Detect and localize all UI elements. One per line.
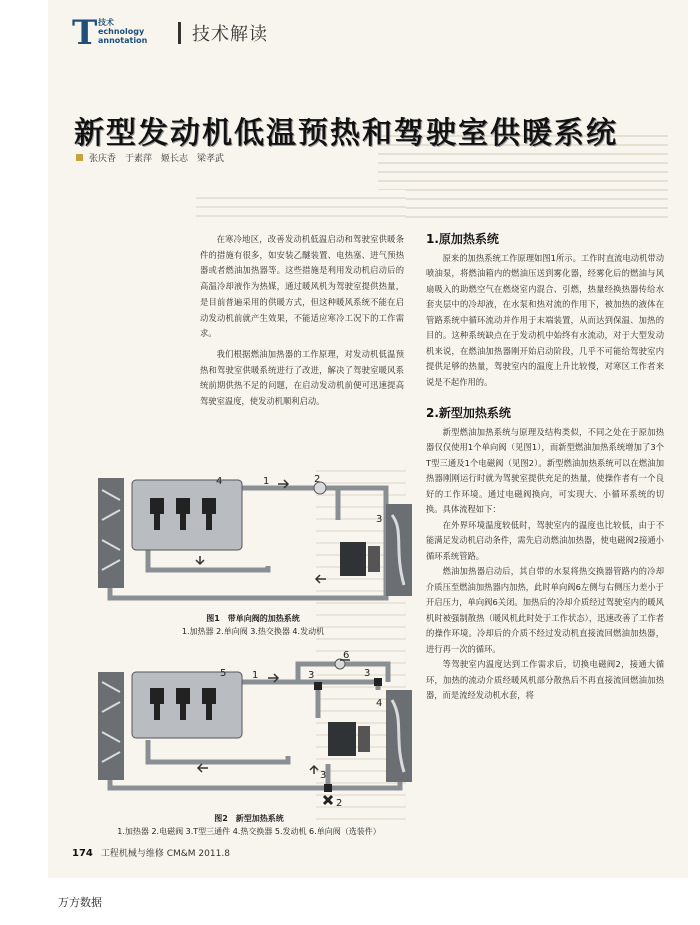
figure-1-diagram [88, 470, 418, 605]
article-authors [76, 151, 224, 164]
tee-fitting-icon [314, 682, 322, 690]
section2-paragraph: 等驾驶室内温度达到工作需求后，切换电磁阀2，接通大循环，加热的流动介质经暖风机部分散热后不再直接流回燃油加热器，而是流经发动机水套，将 [426, 659, 664, 700]
solenoid-valve-icon [324, 796, 332, 804]
page-number: 174 [72, 848, 93, 859]
magazine-page [48, 0, 688, 878]
tee-fitting-icon [324, 784, 332, 792]
bullet-square [76, 154, 83, 161]
figure-1-caption [138, 612, 368, 638]
engine-cylinders [150, 498, 216, 530]
logo-letter: T [72, 13, 98, 53]
figure-label: 3 [308, 670, 315, 681]
figure-2-title: 图2 新型加热系统 [214, 814, 284, 823]
section-title: 技术解读 [192, 24, 268, 45]
figure-label: 4 [376, 698, 383, 709]
section2-heading: 2.新型加热系统 [426, 406, 511, 420]
figure-label: 5 [220, 668, 227, 679]
watermark-text: 万方数据 [58, 896, 102, 909]
heater-icon [340, 542, 366, 576]
figure-label: 2 [336, 798, 343, 809]
page-footer [72, 846, 230, 859]
logo-line: echnology [98, 27, 145, 36]
section2-paragraph: 新型燃油加热系统与原理及结构类似，不同之处在于原加热器仅仅使用1个单向阀（见图1），而新型燃油加热系统增加了3个T型三通及1个电磁阀（见图2）。新型燃油加热系统可以在燃油加热器刚刚运行时就为驾驶室提供充足的热量，使操作者有一个良好的工作环境。通过电磁阀换向，可实现大、小循环系统的切换。具体流程如下： [426, 426, 664, 514]
intro-column [200, 232, 404, 415]
section-header [72, 14, 672, 54]
journal-info: 工程机械与维修 CM&M 2011.8 [100, 849, 230, 859]
header-divider [178, 22, 181, 44]
figure-label: 6 [343, 650, 350, 661]
figure-2-diagram [88, 650, 418, 810]
figure-label: 1 [263, 476, 270, 487]
logo-line: annotation [98, 36, 148, 45]
engine-icon [132, 672, 242, 738]
intro-paragraph: 在寒冷地区，改善发动机低温启动和驾驶室供暖条件的措施有很多，如安装乙醚装置、电热塞、进气预热器或者燃油加热器等。这些措施是利用发动机启动后的高温冷却液作为热媒，通过暖风机为驾驶室提供热量，是目前普遍采用的供暖方式，但这种暖风系统不能在启动发动机前就产生效果，不能适应寒冷工况下的工作需求。 [200, 234, 404, 339]
heater-icon [328, 722, 356, 756]
section2-paragraph: 在外界环境温度较低时，驾驶室内的温度也比较低，由于不能满足发动机启动条件，需先启动燃油加热器，使电磁阀2接通小循环系统管路。 [426, 519, 664, 561]
radiator-icon [98, 672, 124, 780]
figure-label: 3 [364, 668, 371, 679]
logo-line: 技术 [98, 18, 114, 27]
figure-2-caption [94, 812, 404, 838]
figure-label: 3 [376, 514, 383, 525]
right-column [426, 232, 664, 704]
bleed-through-texture [196, 190, 406, 220]
figure-2-legend: 1.加热器 2.电磁阀 3.T型三通件 4.热交换器 5.发动机 6.单向阀（选装件） [117, 827, 381, 836]
figure-1-title: 图1 带单向阀的加热系统 [206, 614, 300, 623]
section1-heading: 1.原加热系统 [426, 232, 499, 246]
tee-fitting-icon [374, 678, 382, 686]
figure-label: 4 [216, 476, 223, 487]
figure-label: 3 [320, 770, 327, 781]
authors-text: 张庆香 于素萍 姬长志 梁孝武 [89, 154, 225, 164]
engine-cylinders [150, 688, 216, 720]
logo-wordmark [98, 18, 147, 45]
intro-paragraph: 我们根据燃油加热器的工作原理，对发动机低温预热和驾驶室供暖系统进行了改进，解决了驾驶室暖风系统前期供热不足的问题，在启动发动机前便可迅速提高驾驶室温度，使发动机顺利启动。 [200, 348, 404, 407]
engine-icon [132, 480, 242, 550]
figure-label: 1 [252, 670, 259, 681]
figure-1-legend: 1.加热器 2.单向阀 3.热交换器 4.发动机 [181, 627, 325, 636]
article-title: 新型发动机低温预热和驾驶室供暖系统 [74, 116, 618, 151]
section1-paragraph: 原来的加热系统工作原理如图1所示。工作时直流电动机带动喷油泵，将燃油箱内的燃油压送到雾化器，经雾化后的燃油与风扇吸入的助燃空气在燃烧室内混合、引燃，热量经换热器传给水套夹层中的冷却液，在水泵和热对流的作用下，被加热的液体在管路系统中循环流动并作用于末端装置，从而达到保温、加热的目的。这种系统缺点在于发动机中始终有水流动，对于大型发动机来说，在燃油加热器刚开始启动阶段，几乎不可能给驾驶室内提供足够的热量，驾驶室内的温度上升比较慢，对寒区工作者来说是不起作用的。 [426, 252, 664, 387]
figure-label: 2 [314, 474, 321, 485]
section2-paragraph: 燃油加热器启动后，其自带的水泵将热交换器管路内的冷却介质压至燃油加热器内加热，此时单向阀6左侧与右侧压力差小于开启压力，单向阀6关闭。加热后的冷却介质经过驾驶室内的暖风机时被强制散热（暖风机此时处于工作状态），迅速改善了工作者的操作环境。冷却后的介质不经过发动机直接流回燃油加热器，进行再一次的循环。 [426, 566, 664, 654]
